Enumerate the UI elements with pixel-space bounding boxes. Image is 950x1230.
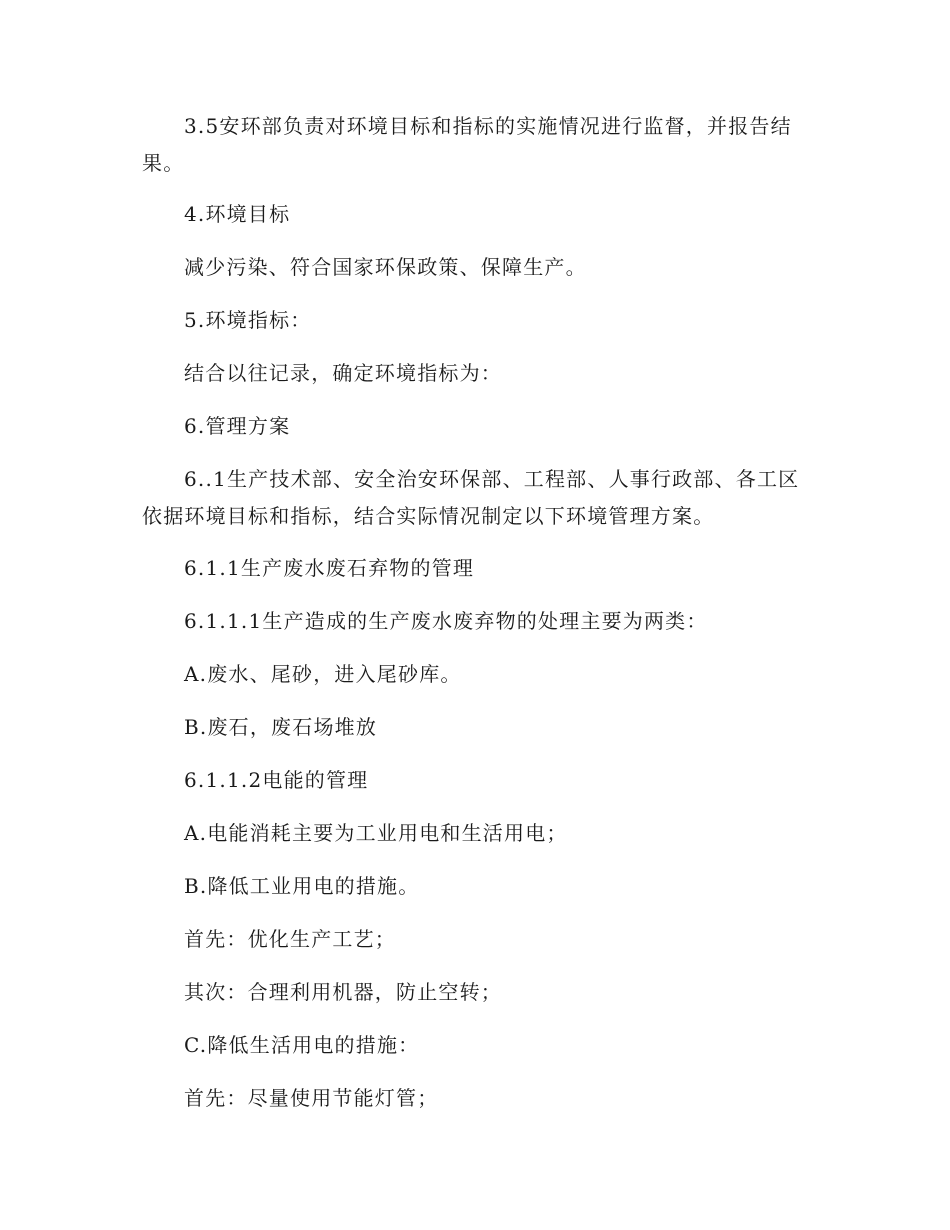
heading-6-1-1-2: 6.1.1.2电能的管理 xyxy=(184,768,369,792)
paragraph-6-1: 6..1生产技术部、安全治安环保部、工程部、人事行政部、各工区依据环境目标和指标，结合实际情况制定以下环境管理方案。 xyxy=(142,467,800,528)
heading-management-plan: 6.管理方案 xyxy=(184,414,291,438)
heading-environment-goal: 4.环境目标 xyxy=(184,202,291,226)
list-item-first-optimize: 首先：优化生产工艺； xyxy=(184,927,396,951)
list-item-c-living: C.降低生活用电的措施： xyxy=(184,1033,420,1057)
paragraph-indicator-text: 结合以往记录，确定环境指标为： xyxy=(184,361,502,385)
heading-environment-indicator: 5.环境指标： xyxy=(184,308,312,332)
list-item-first-lamps: 首先：尽量使用节能灯管； xyxy=(184,1086,439,1110)
heading-6-1-1: 6.1.1生产废水废石弃物的管理 xyxy=(184,556,475,580)
list-item-second-machines: 其次：合理利用机器，防止空转； xyxy=(184,980,502,1004)
list-item-b-industrial: B.降低工业用电的措施。 xyxy=(184,874,420,898)
paragraph-3-5: 3.5安环部负责对环境目标和指标的实施情况进行监督，并报告结果。 xyxy=(142,114,792,175)
paragraph-goal-text: 减少污染、符合国家环保政策、保障生产。 xyxy=(184,255,587,279)
paragraph-6-1-1-1: 6.1.1.1生产造成的生产废水废弃物的处理主要为两类： xyxy=(184,609,708,633)
list-item-a-waste-water: A.废水、尾砂，进入尾砂库。 xyxy=(184,662,462,686)
list-item-a-electricity: A.电能消耗主要为工业用电和生活用电； xyxy=(184,821,568,845)
list-item-b-waste-rock: B.废石，废石场堆放 xyxy=(184,715,378,739)
